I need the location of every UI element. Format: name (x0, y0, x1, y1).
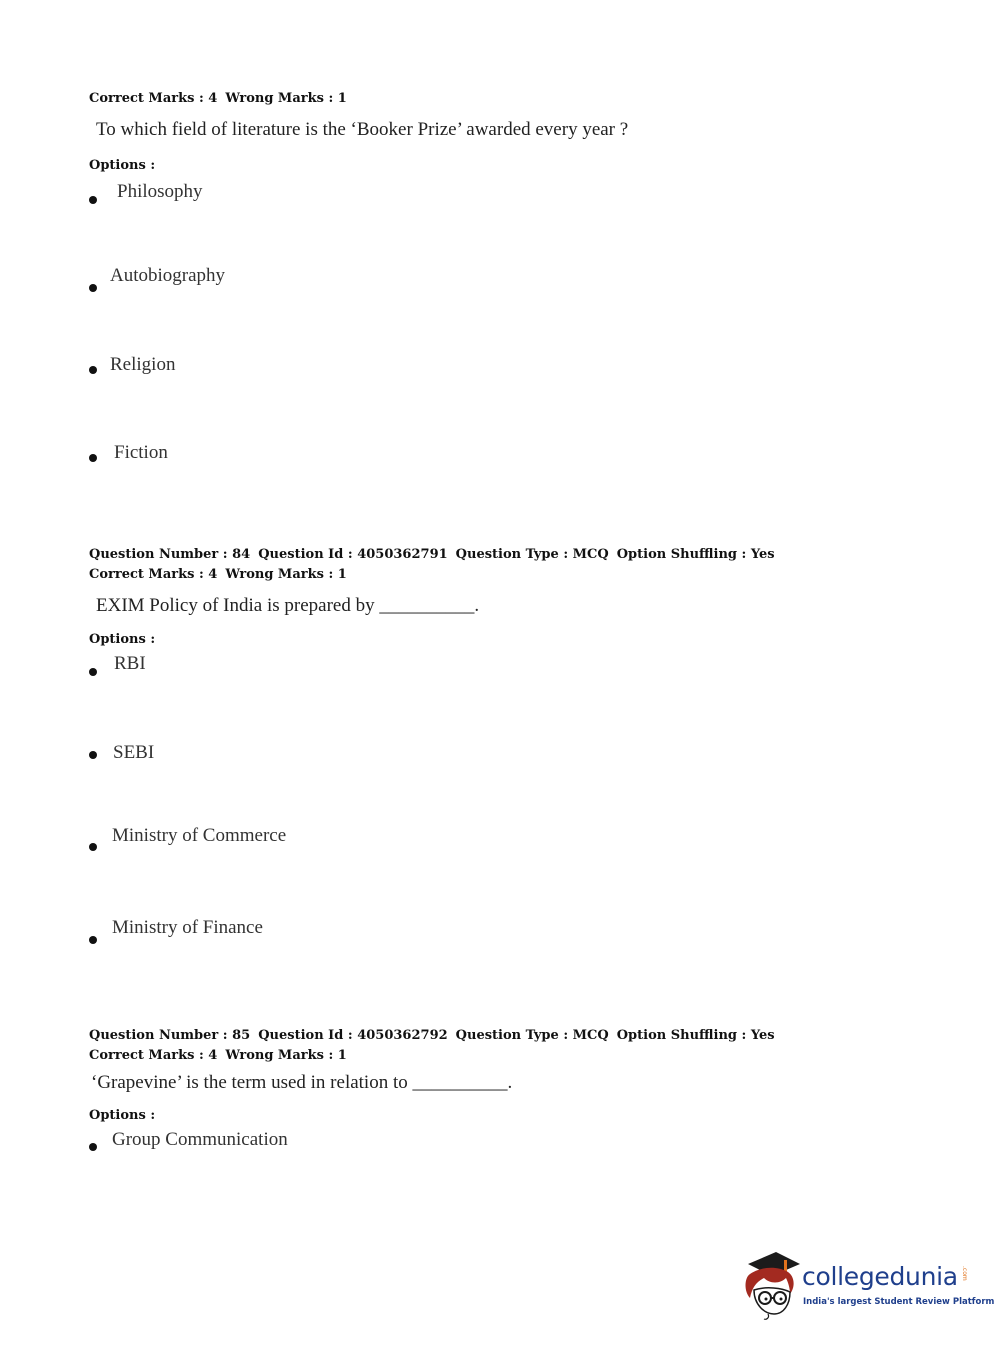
logo-tagline: India's largest Student Review Platform (803, 1297, 995, 1307)
correct-marks-value: 4 (208, 91, 218, 106)
collegedunia-logo (742, 1248, 995, 1320)
mascot-with-graduation-cap-icon (742, 1248, 802, 1320)
question-number-label: Question Number : (89, 547, 228, 562)
bullet-icon (89, 1143, 97, 1151)
question-type-value: MCQ (572, 547, 609, 562)
bullet-icon (89, 843, 97, 851)
option-text: Religion (110, 354, 176, 375)
q83-options-label: Options : (89, 158, 156, 173)
correct-marks-label: Correct Marks : (89, 1048, 204, 1063)
option-text: Ministry of Commerce (112, 825, 287, 846)
correct-marks-value: 4 (208, 567, 218, 582)
option-text: Group Communication (112, 1129, 288, 1150)
q84-options-label: Options : (89, 632, 156, 647)
option-shuffling-value: Yes (750, 1028, 775, 1043)
question-number-value: 85 (232, 1028, 251, 1043)
bullet-icon (89, 454, 97, 462)
q84-marks-line (89, 567, 347, 583)
option-text: Fiction (114, 442, 168, 463)
option-text: Ministry of Finance (112, 917, 263, 938)
bullet-icon (89, 751, 97, 759)
question-number-value: 84 (232, 547, 251, 562)
question-id-label: Question Id : (258, 547, 353, 562)
q85-options-label: Options : (89, 1108, 156, 1123)
q83-question-text: To which field of literature is the ‘Booker Prize’ awarded every year ? (96, 119, 629, 140)
bullet-icon (89, 668, 97, 676)
q85-marks-line (89, 1048, 347, 1064)
wrong-marks-value: 1 (337, 1048, 347, 1063)
question-number-label: Question Number : (89, 1028, 228, 1043)
question-type-label: Question Type : (455, 1028, 569, 1043)
option-text: Autobiography (110, 265, 226, 286)
wrong-marks-value: 1 (337, 91, 347, 106)
option-text: RBI (114, 653, 146, 674)
correct-marks-label: Correct Marks : (89, 567, 204, 582)
q85-question-text: ‘Grapevine’ is the term used in relation to __________. (91, 1072, 513, 1093)
bullet-icon (89, 196, 97, 204)
q84-question-text: EXIM Policy of India is prepared by __________. (96, 595, 480, 616)
option-shuffling-label: Option Shuffling : (616, 1028, 747, 1043)
question-id-value: 4050362792 (357, 1028, 448, 1043)
logo-domain-suffix: .com (961, 1266, 968, 1281)
bullet-icon (89, 366, 97, 374)
q85-header-line (89, 1028, 775, 1044)
bullet-icon (89, 936, 97, 944)
wrong-marks-label: Wrong Marks : (225, 91, 334, 106)
q83-marks-line (89, 91, 347, 107)
correct-marks-value: 4 (208, 1048, 218, 1063)
q84-header-line (89, 547, 775, 563)
option-shuffling-label: Option Shuffling : (616, 547, 747, 562)
logo-wordmark: collegedunia (802, 1262, 958, 1291)
wrong-marks-label: Wrong Marks : (225, 567, 334, 582)
wrong-marks-value: 1 (337, 567, 347, 582)
wrong-marks-label: Wrong Marks : (225, 1048, 334, 1063)
option-text: SEBI (113, 742, 155, 763)
option-text: Philosophy (117, 181, 203, 202)
option-shuffling-value: Yes (750, 547, 775, 562)
question-id-value: 4050362791 (357, 547, 448, 562)
question-id-label: Question Id : (258, 1028, 353, 1043)
bullet-icon (89, 284, 97, 292)
correct-marks-label: Correct Marks : (89, 91, 204, 106)
question-type-label: Question Type : (455, 547, 569, 562)
question-type-value: MCQ (572, 1028, 609, 1043)
